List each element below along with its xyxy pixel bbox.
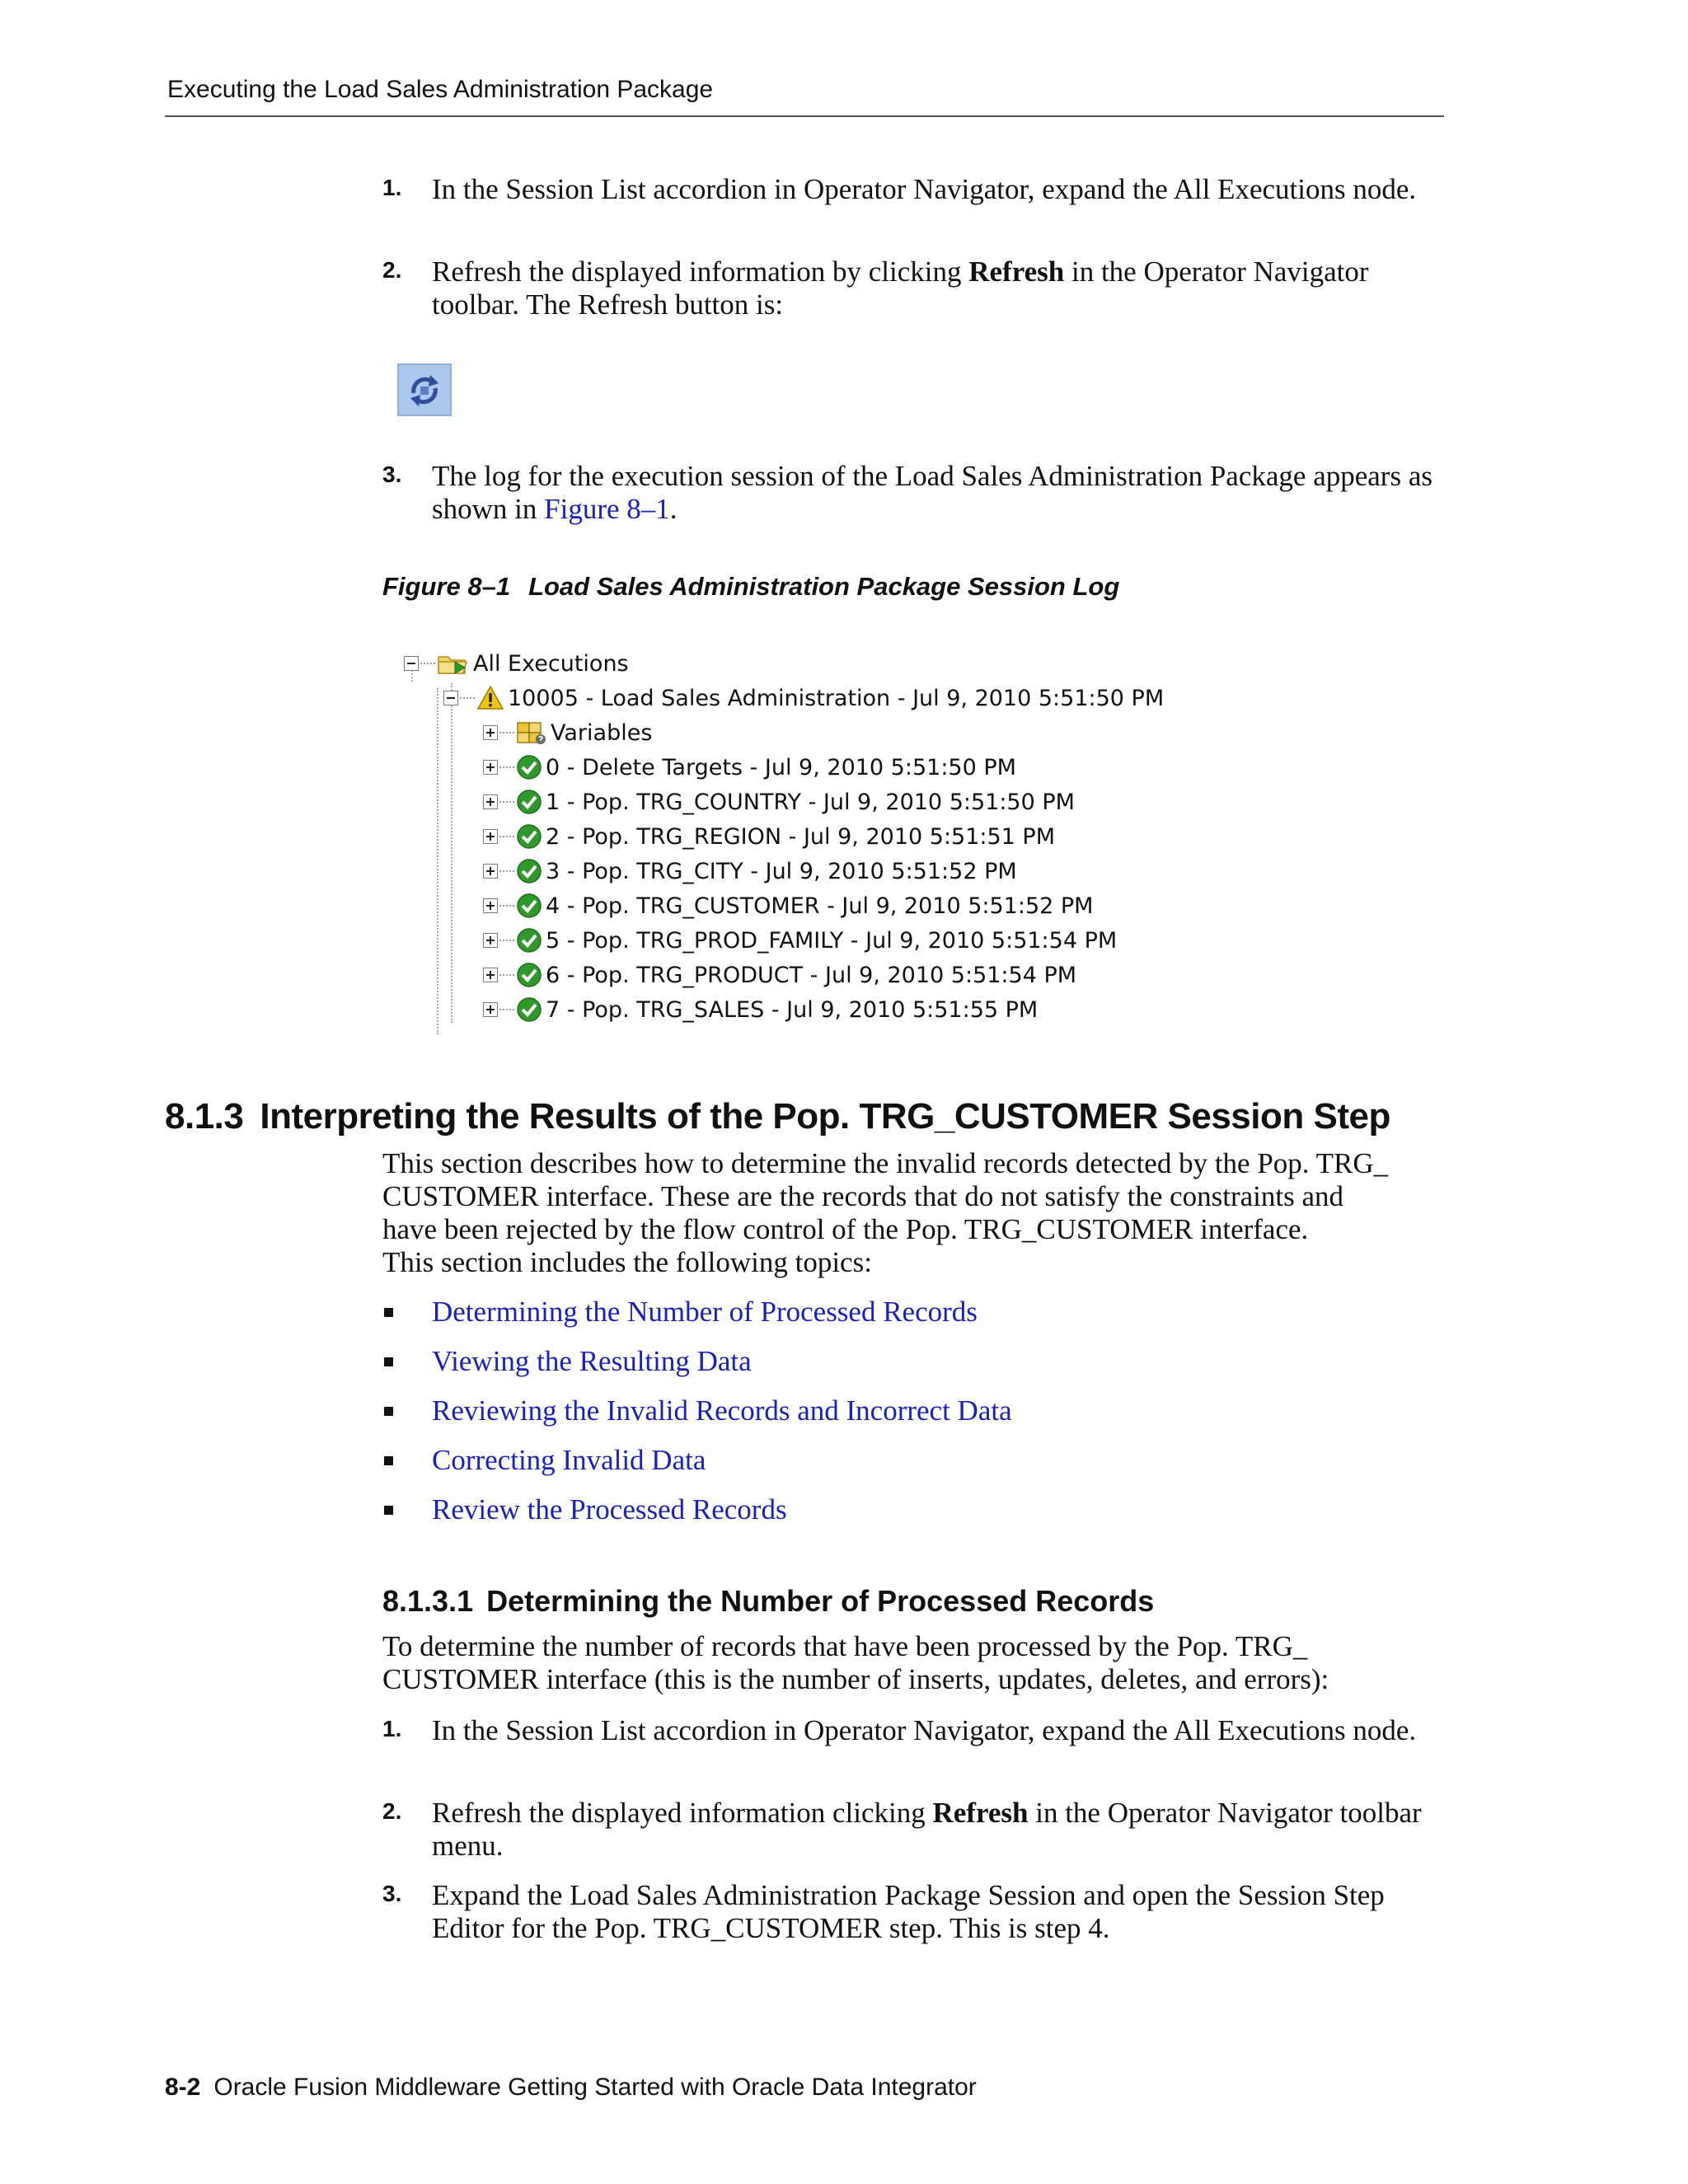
collapse-icon[interactable] [443, 691, 458, 705]
success-check-icon [516, 927, 542, 954]
topic-link[interactable]: Reviewing the Invalid Records and Incorrect Data [432, 1394, 1012, 1427]
bullet-icon [384, 1357, 393, 1366]
step-text-part: The log for the execution session of the Load Sales Administration Package appears as shown in [432, 460, 1432, 525]
tree-node-label: Variables [551, 719, 653, 746]
step-text-part: . [669, 493, 678, 525]
expand-icon[interactable] [483, 725, 498, 740]
step-text-part: Refresh the displayed information by clicking [432, 255, 969, 288]
expand-icon[interactable] [483, 898, 498, 913]
tree-node-step[interactable] [483, 993, 1038, 1026]
collapse-icon[interactable] [404, 656, 419, 671]
bullet-icon [384, 1456, 393, 1465]
topic-link[interactable]: Review the Processed Records [432, 1493, 787, 1526]
tree-node-label: 1 - Pop. TRG_COUNTRY - Jul 9, 2010 5:51:50 PM [546, 789, 1075, 815]
intro-line: To determine the number of records that have been processed by the Pop. TRG_ [382, 1630, 1308, 1662]
tree-node-label: 3 - Pop. TRG_CITY - Jul 9, 2010 5:51:52 PM [546, 858, 1017, 884]
topic-link[interactable]: Determining the Number of Processed Records [432, 1296, 978, 1328]
tree-node-step[interactable] [483, 889, 1093, 922]
tree-connector [437, 688, 438, 1034]
topics-intro: This section includes the following topics: [382, 1246, 872, 1278]
success-check-icon [516, 858, 542, 884]
tree-node-label: 2 - Pop. TRG_REGION - Jul 9, 2010 5:51:51 PM [546, 823, 1056, 850]
tree-dots [499, 870, 514, 872]
step-number: 2. [382, 1798, 402, 1824]
step-text: In the Session List accordion in Operator Navigator, expand the All Executions node. [432, 173, 1417, 205]
session-tree [404, 639, 1165, 1034]
expand-icon[interactable] [483, 864, 498, 879]
tree-node-label: 7 - Pop. TRG_SALES - Jul 9, 2010 5:51:55 PM [546, 996, 1039, 1023]
topic-link[interactable]: Viewing the Resulting Data [432, 1345, 752, 1377]
tree-node-label: 4 - Pop. TRG_CUSTOMER - Jul 9, 2010 5:51:52 PM [546, 893, 1094, 919]
subsection-number: 8.1.3.1 [382, 1584, 474, 1618]
refresh-keyword: Refresh [932, 1797, 1029, 1829]
section-heading [165, 1096, 1390, 1137]
variables-icon [516, 719, 547, 746]
success-check-icon [516, 996, 542, 1023]
expand-icon[interactable] [483, 794, 498, 809]
tree-node-step[interactable] [483, 924, 1117, 957]
step-number: 2. [382, 257, 402, 283]
step-number: 3. [382, 1881, 402, 1906]
tree-node-all-executions[interactable] [404, 647, 629, 680]
tree-node-session[interactable] [443, 682, 1164, 715]
tree-node-label: All Executions [473, 650, 629, 677]
step-text-part: in the Operator Navigator toolbar. The Refresh button is: [432, 255, 1369, 321]
tree-node-step[interactable] [483, 855, 1017, 888]
tree-node-step[interactable] [483, 785, 1075, 818]
tree-node-step[interactable] [483, 751, 1016, 784]
expand-icon[interactable] [483, 829, 498, 844]
step-text-part: Refresh the displayed information clicking [432, 1797, 933, 1829]
figure-title: Load Sales Administration Package Session Log [528, 572, 1120, 601]
tree-node-label: 6 - Pop. TRG_PRODUCT - Jul 9, 2010 5:51:54 PM [546, 962, 1077, 988]
expand-icon[interactable] [483, 760, 498, 775]
expand-icon[interactable] [483, 968, 498, 982]
step-text [432, 460, 1454, 526]
subsection-heading [382, 1584, 1154, 1619]
figure-caption [382, 572, 1119, 602]
tree-dots [499, 801, 514, 803]
page-footer [165, 2074, 977, 2102]
tree-dots [499, 905, 514, 907]
running-header: Executing the Load Sales Administration Package [167, 76, 714, 103]
success-check-icon [516, 789, 542, 815]
intro-line: CUSTOMER interface (this is the number of inserts, updates, deletes, and errors): [382, 1663, 1329, 1695]
refresh-keyword: Refresh [968, 255, 1065, 288]
bullet-icon [384, 1407, 393, 1416]
step-text [432, 255, 1454, 321]
step-text-part: in the Operator Navigator toolbar menu. [432, 1797, 1422, 1862]
tree-dots [499, 940, 514, 941]
page-number: 8-2 [165, 2074, 201, 2101]
step-number: 1. [382, 175, 402, 200]
tree-dots [499, 766, 514, 768]
warning-icon [476, 685, 504, 711]
tree-dots [499, 732, 514, 733]
tree-connector [451, 683, 452, 1023]
subsection-title: Determining the Number of Processed Records [486, 1584, 1155, 1618]
step-text: In the Session List accordion in Operator Navigator, expand the All Executions node. [432, 1714, 1417, 1746]
tree-node-variables[interactable] [483, 716, 652, 749]
tree-node-label: 10005 - Load Sales Administration - Jul 9, 2010 5:51:50 PM [508, 685, 1165, 711]
tree-dots [499, 1009, 514, 1010]
success-check-icon [516, 823, 542, 850]
refresh-icon [397, 363, 452, 416]
bullet-icon [384, 1506, 393, 1515]
tree-node-label: 0 - Delete Targets - Jul 9, 2010 5:51:50 PM [546, 754, 1016, 780]
tree-node-step[interactable] [483, 820, 1055, 853]
intro-line: CUSTOMER interface. These are the records that do not satisfy the constraints and [382, 1180, 1344, 1212]
header-rule [165, 115, 1444, 117]
figure-label: Figure 8–1 [382, 572, 511, 601]
tree-node-step[interactable] [483, 958, 1076, 991]
step-text: Expand the Load Sales Administration Package Session and open the Session Step Editor for the Pop. TRG_CUSTOMER step. This is step 4. [432, 1879, 1385, 1944]
book-title: Oracle Fusion Middleware Getting Started with Oracle Data Integrator [213, 2074, 977, 2101]
expand-icon[interactable] [483, 1002, 498, 1017]
topic-link[interactable]: Correcting Invalid Data [432, 1444, 706, 1476]
tree-node-label: 5 - Pop. TRG_PROD_FAMILY - Jul 9, 2010 5:51:54 PM [546, 927, 1118, 954]
tree-dots [460, 697, 475, 699]
tree-dots [499, 836, 514, 837]
intro-line: have been rejected by the flow control of the Pop. TRG_CUSTOMER interface. [382, 1213, 1309, 1245]
section-intro [382, 1147, 1454, 1246]
figure-link[interactable]: Figure 8–1 [544, 493, 670, 525]
success-check-icon [516, 893, 542, 919]
subsection-intro [382, 1630, 1454, 1696]
section-title: Interpreting the Results of the Pop. TRG_CUSTOMER Session Step [260, 1096, 1390, 1137]
tree-dots [499, 974, 514, 976]
folder-run-icon [437, 650, 470, 677]
tree-dots [420, 663, 435, 664]
step-number: 1. [382, 1716, 402, 1741]
success-check-icon [516, 754, 542, 780]
intro-line: This section describes how to determine the invalid records detected by the Pop. TRG_ [382, 1147, 1389, 1179]
step-text [432, 1797, 1454, 1863]
section-number: 8.1.3 [165, 1096, 244, 1137]
success-check-icon [516, 962, 542, 988]
bullet-icon [384, 1308, 393, 1317]
step-number: 3. [382, 462, 402, 487]
expand-icon[interactable] [483, 933, 498, 948]
